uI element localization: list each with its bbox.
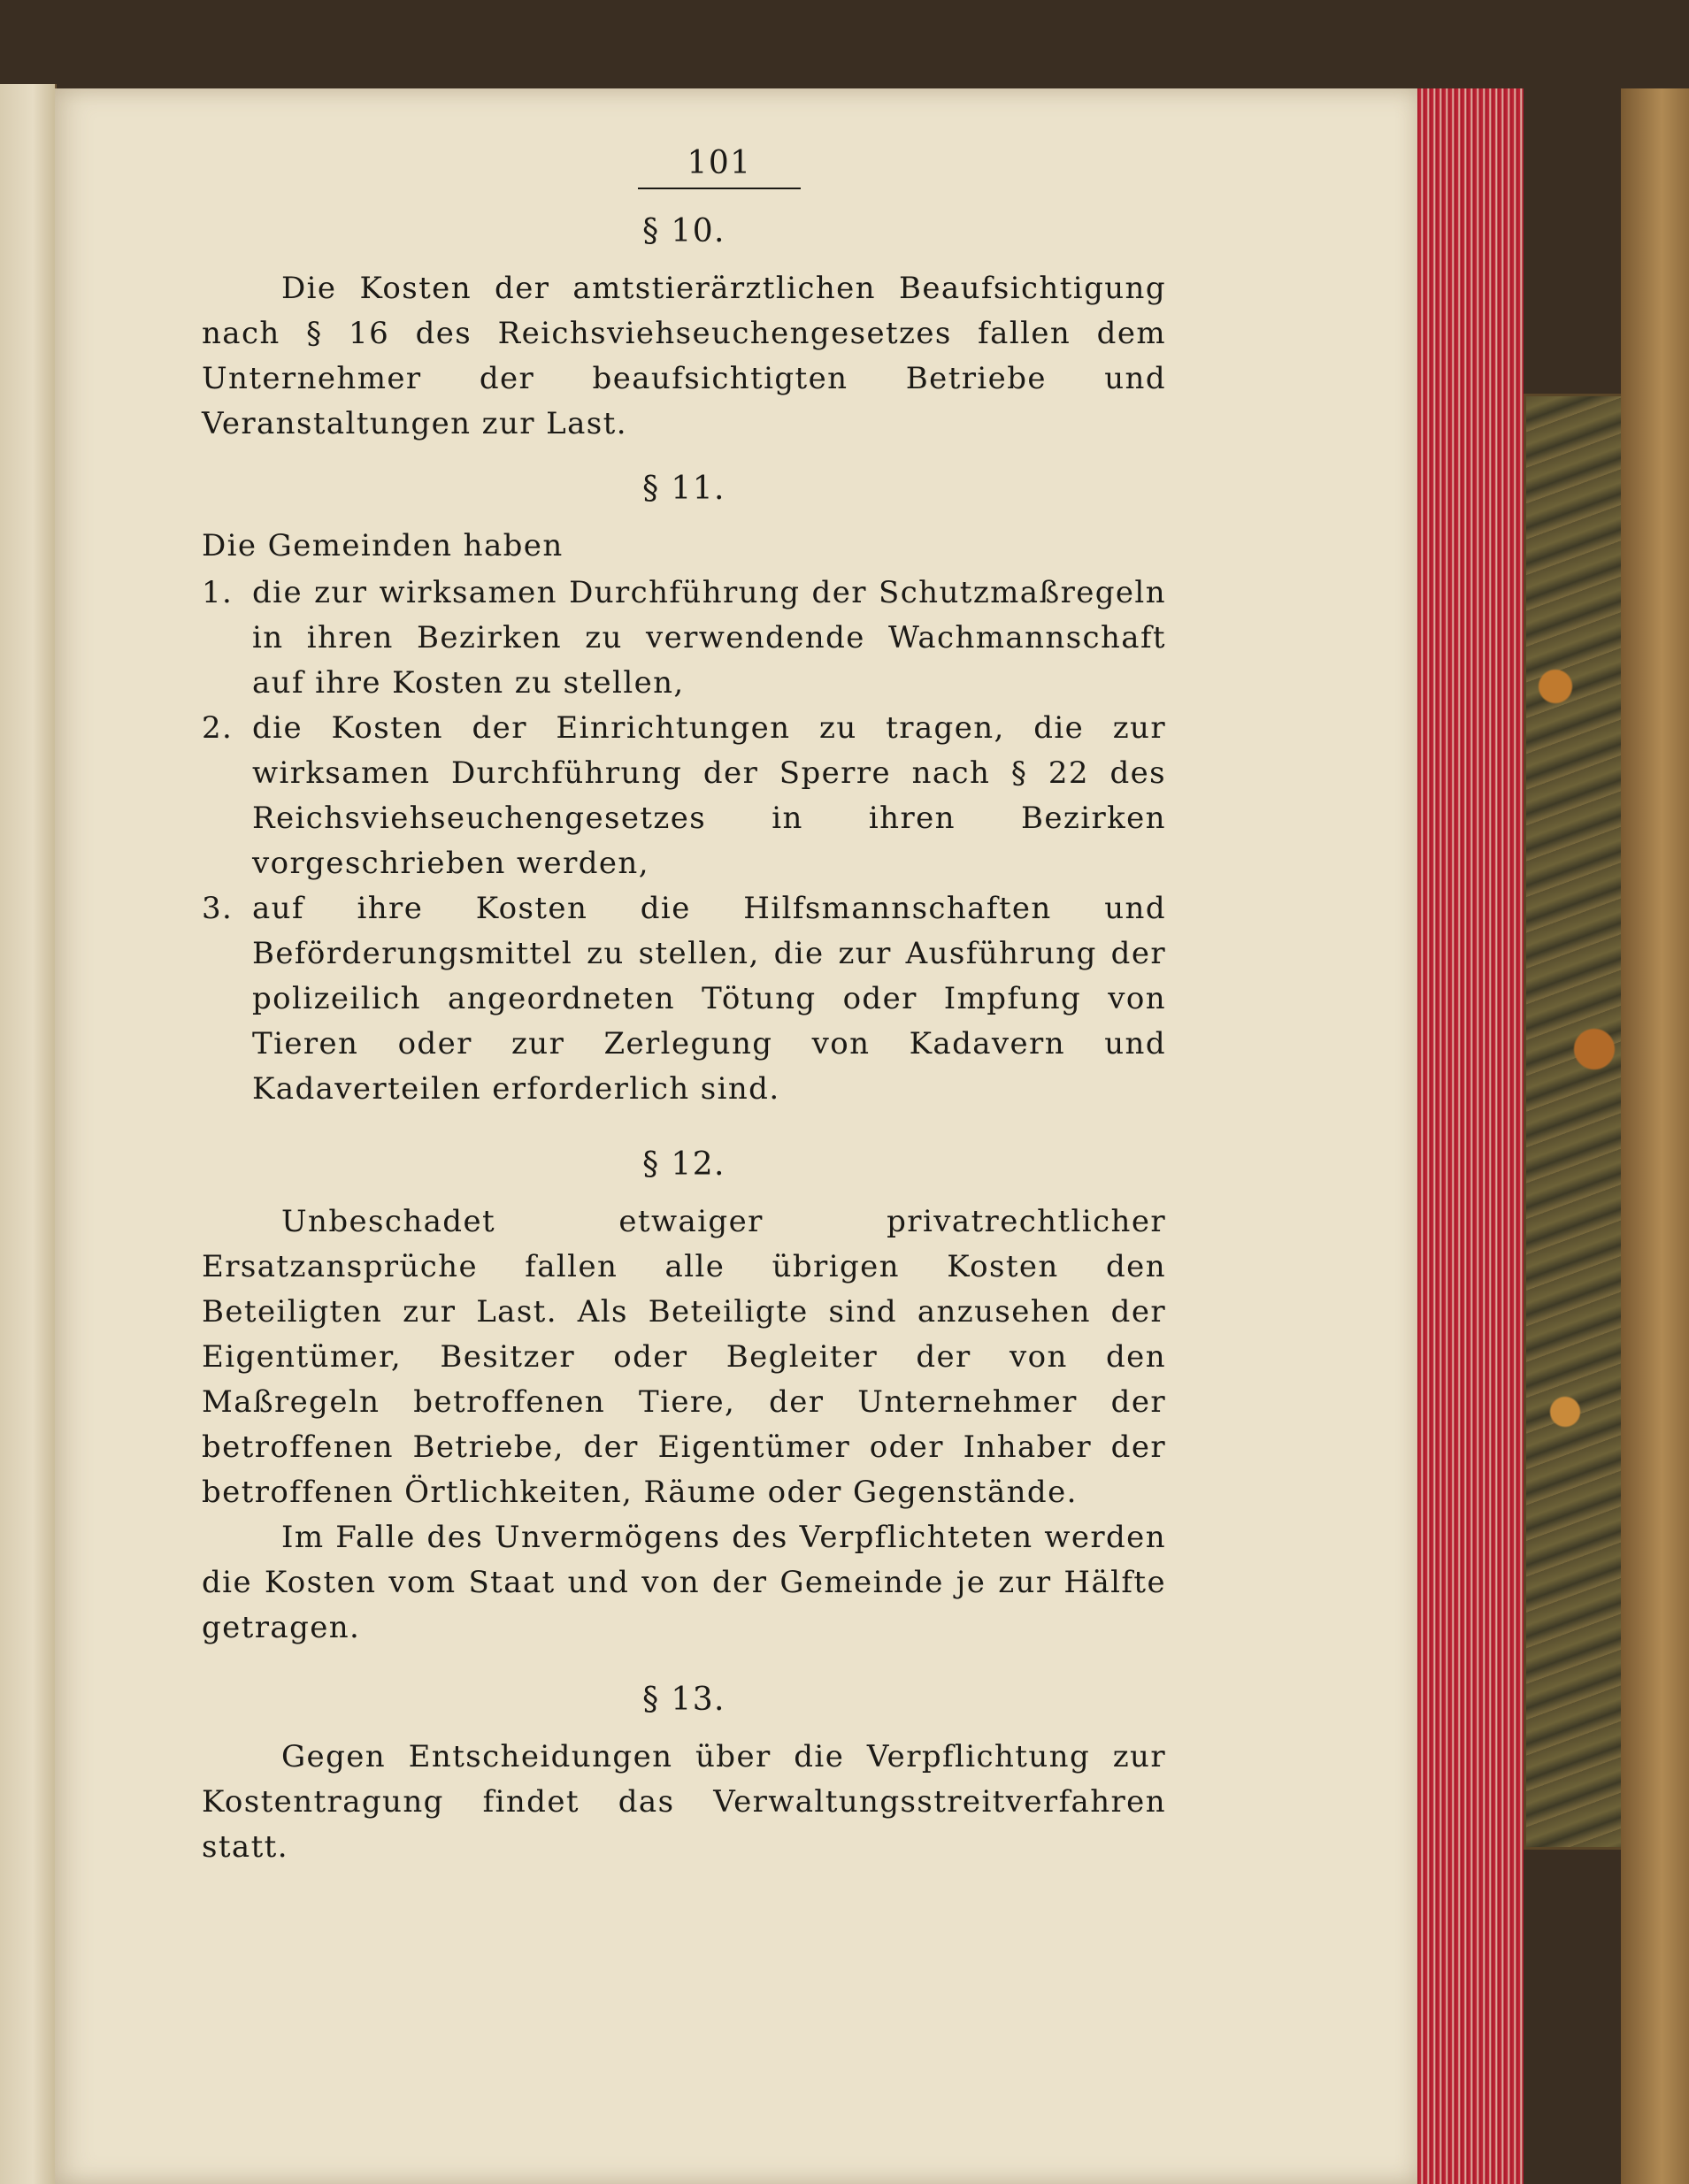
list-item: [202, 886, 1166, 1112]
section-heading-12: § 12.: [642, 1146, 726, 1183]
list-item: [202, 706, 1166, 886]
left-page-edge: [0, 84, 57, 2184]
page-edges: [1417, 88, 1524, 2184]
section-heading-10: § 10.: [642, 213, 726, 249]
list-item-number: 1.: [202, 575, 234, 610]
list-item-number: 2.: [202, 710, 234, 746]
section-12-paragraph-2: Im Falle des Unvermögens des Verpflichteten werden die Kosten vom Staat und von der Gemeinde je zur Hälfte getragen.: [202, 1520, 1166, 1645]
page-number: 101: [638, 143, 802, 189]
page-content: [202, 142, 1166, 1870]
section-10-paragraph: Die Kosten der amtstierärztlichen Beaufsichtigung nach § 16 des Reichsviehseuchengesetzes fallen dem Unternehmer der beaufsichtigten Betriebe und Veranstaltungen zur Last.: [202, 271, 1166, 441]
list-item-text: die zur wirksamen Durchführung der Schutzmaßregeln in ihren Bezirken zu verwendende Wachmannschaft auf ihre Kosten zu stellen,: [252, 575, 1166, 701]
book-cover-spine: [1621, 88, 1689, 2184]
list-item-text: auf ihre Kosten die Hilfsmannschaften und Beförderungsmittel zu stellen, die zur Ausführung der polizeilich angeordneten Tötung oder Impfung von Tieren oder zur Zerlegung von Kadavern und Kadaverteilen erforderlich sind.: [252, 891, 1166, 1107]
section-heading-13: § 13.: [642, 1682, 726, 1718]
marbled-cover: [1524, 394, 1626, 1850]
list-item-number: 3.: [202, 891, 234, 926]
list-item-text: die Kosten der Einrichtungen zu tragen, die zur wirksamen Durchführung der Sperre nach § 22 des Reichsviehseuchengesetzes in ihren Bezirken vorgeschrieben werden,: [252, 710, 1166, 881]
section-11-intro: Die Gemeinden haben: [202, 528, 564, 563]
list-item: [202, 571, 1166, 706]
section-12-paragraph: Unbeschadet etwaiger privatrechtlicher Ersatzansprüche fallen alle übrigen Kosten den Beteiligten zur Last. Als Beteiligte sind anzusehen der Eigentümer, Besitzer oder Begleiter der von den Maßregeln betroffenen Tiere, der Unternehmer der betroffenen Betriebe, der Eigentümer oder Inhaber der betroffenen Örtlichkeiten, Räume oder Gegenstände.: [202, 1204, 1166, 1510]
section-heading-11: § 11.: [642, 471, 726, 507]
book-cover-top: [0, 0, 1689, 88]
section-13-paragraph: Gegen Entscheidungen über die Verpflichtung zur Kostentragung findet das Verwaltungsstreitverfahren statt.: [202, 1739, 1166, 1865]
